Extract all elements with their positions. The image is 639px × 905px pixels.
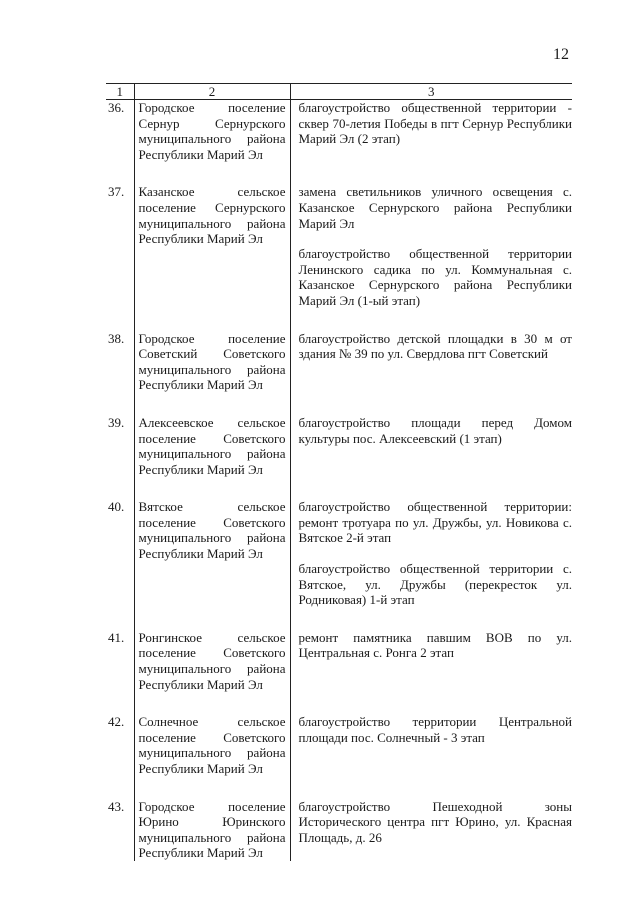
row-spacer [106,777,572,799]
row-spacer [106,309,572,331]
municipality-name: Городское поселение Сернур Сернурского муниципального района Республики Марий Эл [134,100,290,163]
municipality-name: Городское поселение Советский Советского муниципального района Республики Марий Эл [134,331,290,393]
row-number: 38. [108,330,125,346]
column-header-2: 2 [134,84,290,100]
column-header-1: 1 [106,84,134,100]
row-spacer [106,477,572,499]
municipality-name: Ронгинское сельское поселение Советского муниципального района Республики Марий Эл [134,630,290,692]
work-description: благоустройство общественной территории: ремонт тротуара по ул. Дружбы, ул. Новикова с. Вятское 2-й этап [298,499,572,546]
row-number: 37. [108,184,125,200]
work-description: благоустройство детской площадки в 30 м от здания № 39 по ул. Свердлова пгт Советский [298,330,572,362]
table-row [106,799,572,861]
work-description: благоустройство площади перед Домом культуры пос. Алексеевский (1 этап) [298,414,572,446]
table-row [106,331,572,393]
projects-table [106,83,572,861]
municipality-name: Казанское сельское поселение Сернурского муниципального района Республики Марий Эл [134,184,290,308]
row-number: 36. [108,100,125,115]
works-cell [290,499,572,608]
page-number: 12 [553,46,569,63]
work-description: благоустройство общественной территории - сквер 70-летия Победы в пгт Сернур Республики Марий Эл (2 этап) [298,100,572,147]
table-header [106,84,572,100]
row-spacer [106,692,572,714]
table-row [106,184,572,308]
row-spacer [106,608,572,630]
work-description: замена светильников уличного освещения с. Казанское Сернурского района Республики Марий Эл [298,184,572,231]
table-row [106,100,572,163]
row-spacer [106,393,572,415]
works-cell [290,331,572,393]
row-number: 39. [108,414,125,430]
table-row [106,415,572,477]
works-cell [290,630,572,692]
row-number: 41. [108,629,125,645]
table-body [106,100,572,861]
row-number: 40. [108,499,125,515]
table-row [106,630,572,692]
municipality-name: Солнечное сельское поселение Советского муниципального района Республики Марий Эл [134,714,290,776]
row-number: 42. [108,714,125,730]
row-number: 43. [108,798,125,814]
works-cell [290,799,572,861]
municipality-name: Вятское сельское поселение Советского муниципального района Республики Марий Эл [134,499,290,608]
works-cell [290,184,572,308]
table-row [106,714,572,776]
works-cell [290,714,572,776]
table-row [106,499,572,608]
column-header-3: 3 [290,84,572,100]
work-description: ремонт памятника павшим ВОВ по ул. Центральная с. Ронга 2 этап [298,629,572,661]
works-cell [290,415,572,477]
municipality-name: Городское поселение Юрино Юринского муниципального района Республики Марий Эл [134,799,290,861]
work-description: благоустройство Пешеходной зоны Исторического центра пгт Юрино, ул. Красная Площадь, д. 26 [298,798,572,845]
row-spacer [106,162,572,184]
work-description: благоустройство общественной территории с. Вятское, ул. Дружбы (перекресток ул. Родниковая) 1-й этап [298,561,572,608]
municipality-name: Алексеевское сельское поселение Советского муниципального района Республики Марий Эл [134,415,290,477]
work-description: благоустройство территории Центральной площади пос. Солнечный - 3 этап [298,714,572,745]
works-cell [290,100,572,163]
work-description: благоустройство общественной территории Ленинского садика по ул. Коммунальная с. Казанское Сернурского района Республики Марий Эл (1-ый этап) [298,246,572,308]
